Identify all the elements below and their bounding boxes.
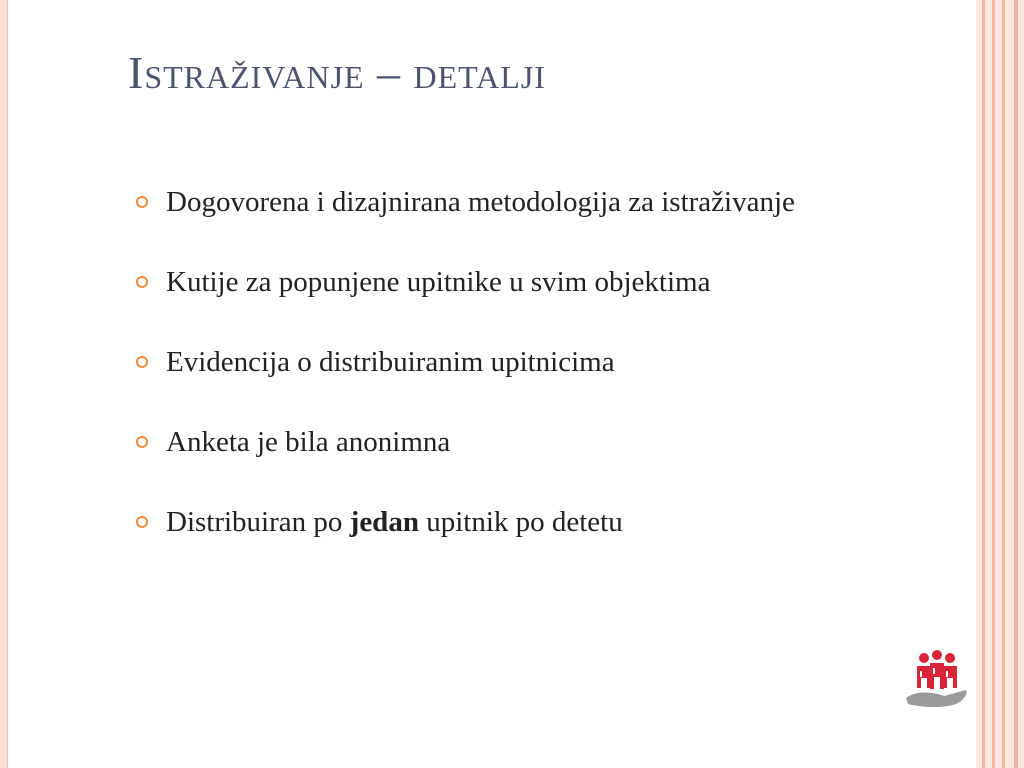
border-stripe [1014,0,1018,768]
bullet-marker-icon [136,276,148,288]
bullet-text-prefix: Distribuiran po [166,506,350,538]
bullet-item [136,504,856,540]
bullet-text: Kutije za popunjene upitnike u svim objektima [166,266,711,298]
bullet-item [136,344,856,380]
bullet-list [136,184,856,584]
bullet-item [136,264,856,300]
left-border-decoration [0,0,8,768]
bullet-marker-icon [136,436,148,448]
people-in-hand-logo-icon [904,648,970,710]
border-stripe [992,0,995,768]
bullet-text: Anketa je bila anonimna [166,426,451,458]
bullet-marker-icon [136,196,148,208]
bullet-marker-icon [136,516,148,528]
slide-title: Istraživanje – detalji [128,47,546,98]
right-border-decoration [976,0,1024,768]
bullet-text: Evidencija o distribuiranim upitnicima [166,346,615,378]
bullet-item [136,424,856,460]
border-stripe [982,0,985,768]
bullet-marker-icon [136,356,148,368]
bullet-item [136,184,856,220]
bullet-text-bold: jedan [349,506,419,538]
bullet-text: Dogovorena i dizajnirana metodologija za istraživanje [166,186,795,218]
bullet-text-suffix: upitnik po detetu [418,506,623,538]
border-stripe [1002,0,1005,768]
